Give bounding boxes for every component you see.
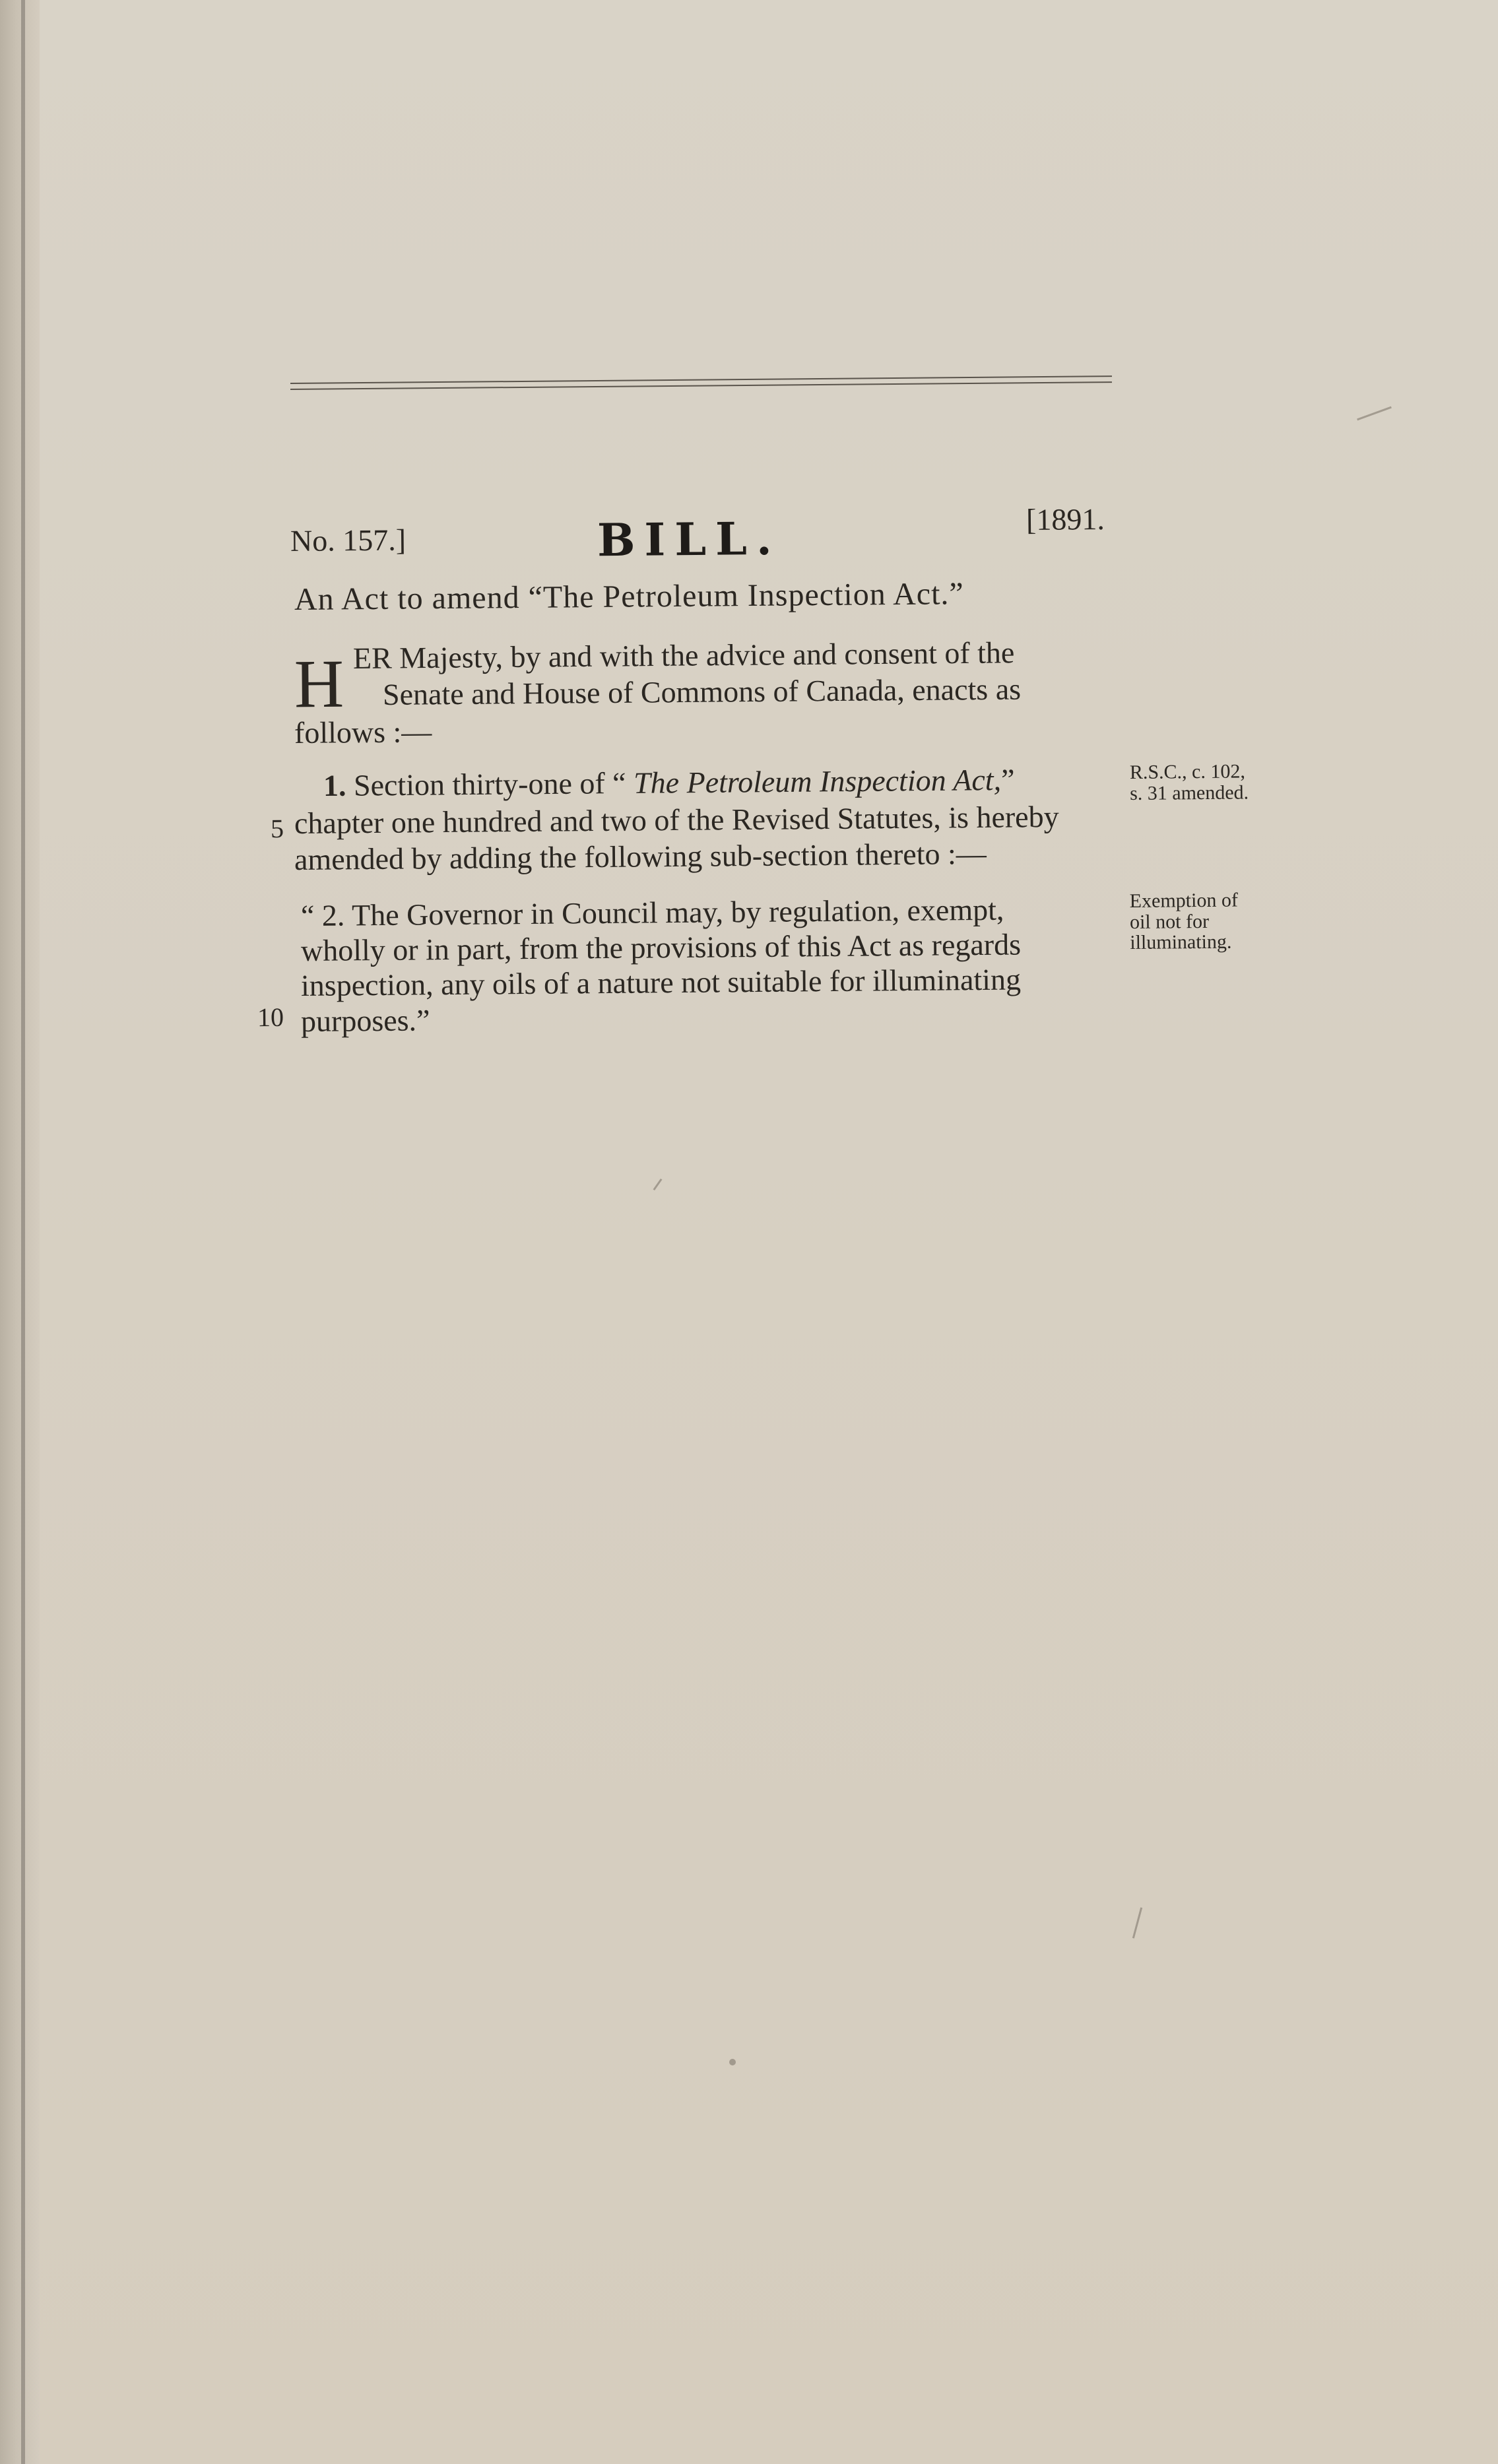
subsection-2-line-3: inspection, any oils of a nature not suitable for illuminating [300,962,1022,1002]
margin-note-exemption [1130,890,1239,954]
margin-note-2-line-2: oil not for [1129,910,1210,933]
preamble-line-3: follows :— [294,715,432,750]
paper-mark [729,2059,736,2065]
subsection-2-line-1: “ 2. The Governor in Council may, by regulation, exempt, [300,892,1004,932]
margin-note-1-line-2: s. 31 amended. [1129,781,1249,804]
subsection-2-line-2: wholly or in part, from the provisions of this Act as regards [300,927,1022,967]
section-1-number: 1. [323,768,346,802]
paper-mark [653,1179,663,1190]
binding-edge [21,0,25,2464]
line-number-5: 5 [270,813,284,844]
line-number-10: 10 [257,1002,284,1033]
bill-number: No. 157.] [290,523,407,558]
margin-note-2-line-3: illuminating. [1130,930,1232,954]
subsection-2-line-4: purposes.” [300,1003,430,1038]
section-1-text-start: Section thirty-one of “ [346,765,634,802]
margin-note-1-line-1: R.S.C., c. 102, [1129,760,1246,783]
paper-mark [1357,406,1392,421]
act-title: An Act to amend “The Petroleum Inspection Act.” [294,576,964,617]
paper-mark [1132,1907,1142,1938]
margin-note-statute-reference [1130,761,1249,804]
preamble-line-1: ER Majesty, by and with the advice and consent of the [352,635,1015,675]
preamble-line-2: Senate and House of Commons of Canada, enacts as [382,672,1022,711]
bill-title: BILL. [597,512,781,567]
section-1-line-1 [323,762,1015,804]
binding-shadow [0,0,40,2464]
section-1-act-name: The Petroleum Inspection Act, [633,763,1002,800]
section-1-line-3: amended by adding the following sub-section thereto :— [294,836,987,876]
preamble-dropcap: H [294,645,344,723]
margin-note-2-line-1: Exemption of [1129,889,1239,913]
bill-year: [1891. [1026,502,1105,536]
section-1-line-2: chapter one hundred and two of the Revised Statutes, is hereby [294,799,1059,840]
section-1-quote-close: ” [1000,762,1015,797]
